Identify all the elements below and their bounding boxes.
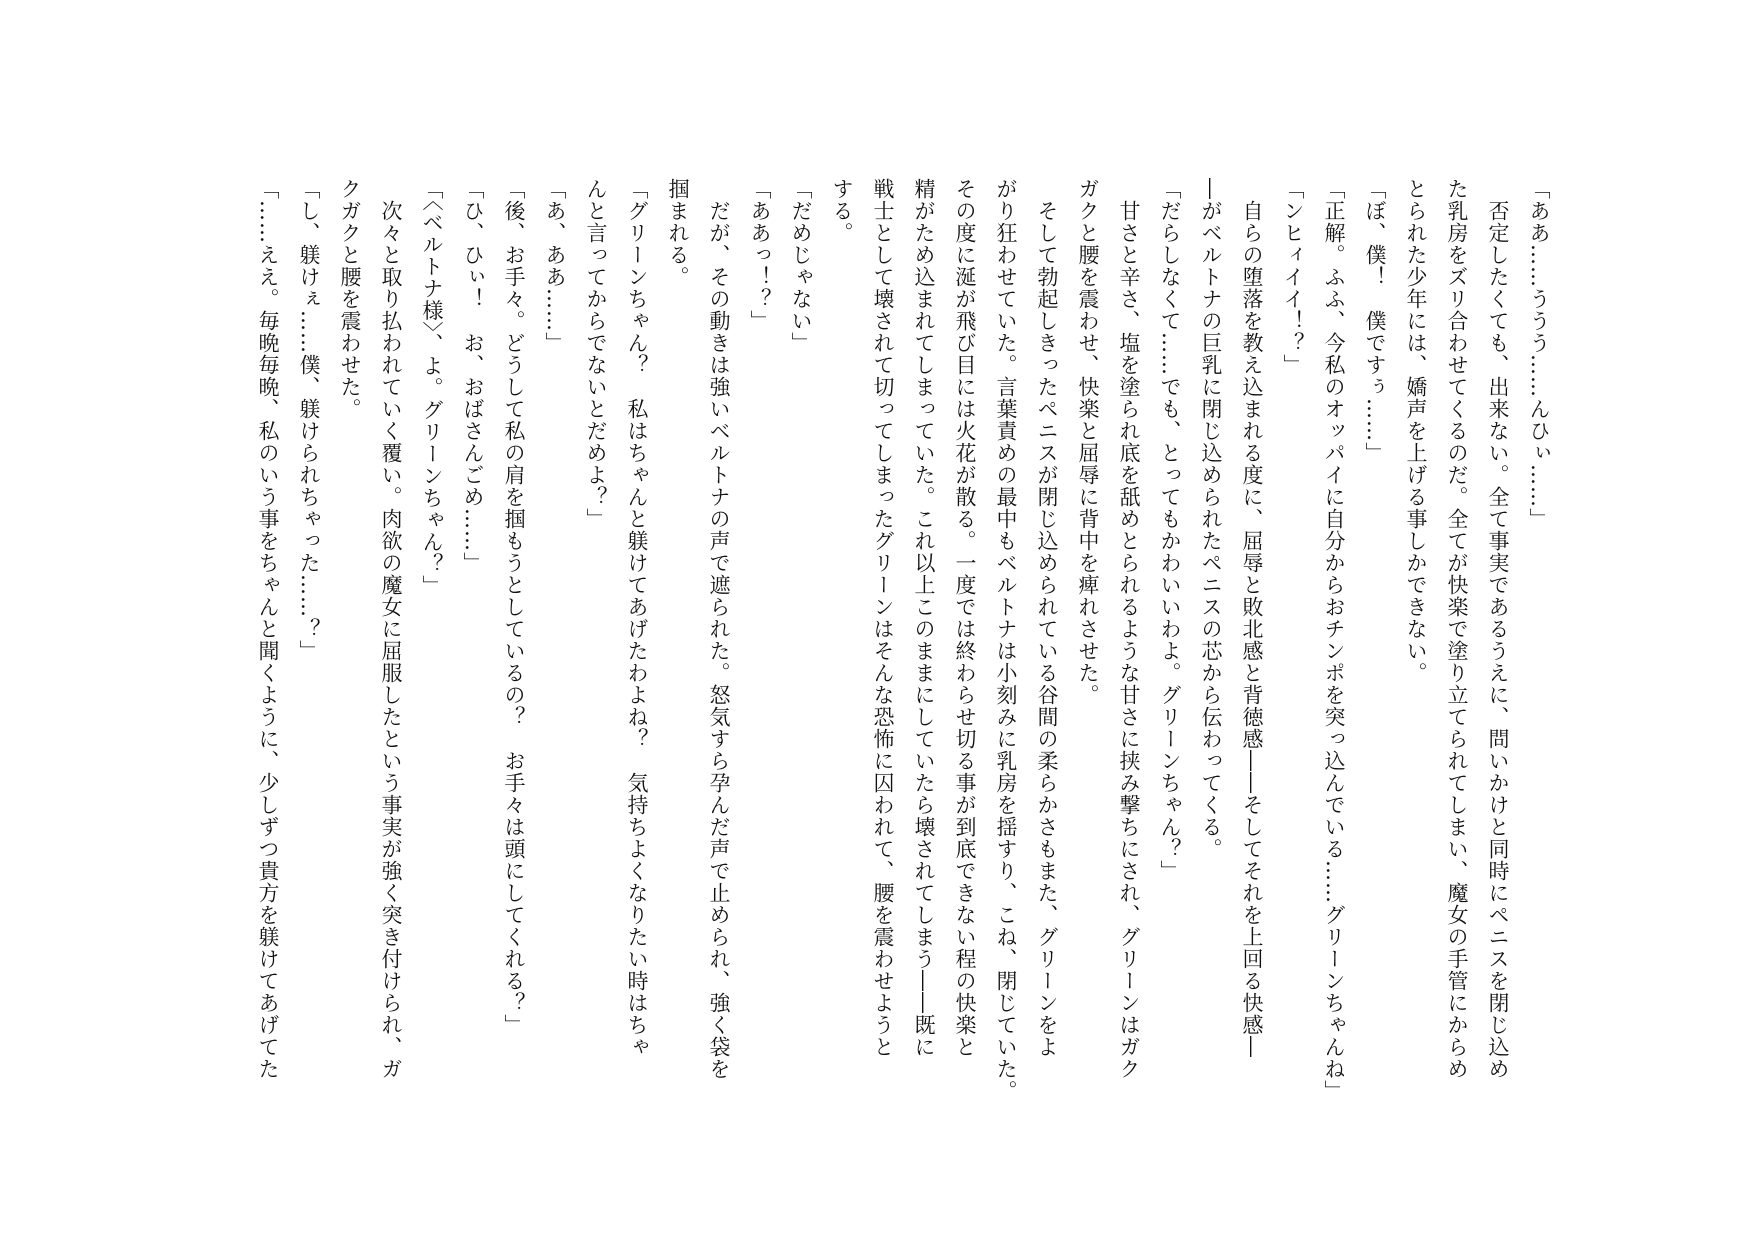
text-line: クガクと腰を震わせた。	[338, 178, 362, 420]
text-line: ガクと腰を震わせ、快楽と屈辱に背中を痺れさせた。	[1076, 178, 1100, 706]
text-line: 戦士として壊されて切ってしまったグリーンはそんな恐怖に囚われて、腰を震わせようと	[871, 178, 895, 1058]
text-line: 「し、躾けぇ……僕、躾けられちゃった……？」	[297, 178, 321, 662]
text-line: た乳房をズリ合わせてくるのだ。全てが快楽で塗り立てられてしまい、魔女の手管にからめ	[1445, 178, 1469, 1080]
text-line: 「だめじゃない」	[789, 178, 813, 354]
text-line: 掴まれる。	[666, 178, 690, 288]
text-line: 甘さと辛さ、塩を塗られ底を舐めとられるような甘さに挟み撃ちにされ、グリーンはガク	[1117, 178, 1141, 1080]
text-line: 自らの堕落を教え込まれる度に、屈辱と敗北感と背徳感――そしてそれを上回る快感―	[1240, 178, 1264, 1058]
text-line: だが、その動きは強いベルトナの声で遮られた。怒気すら孕んだ声で止められ、強く袋を	[707, 178, 731, 1080]
text-line: 「ンヒィイイ！？」	[1281, 178, 1305, 376]
text-line: 「後、お手々。どうして私の肩を掴もうとしているの？ お手々は頭にしてくれる？」	[502, 178, 526, 1036]
text-line: 「ああ……ううう……んひぃ……」	[1527, 178, 1551, 530]
text-line: 「正解。ふふ、今私のオッパイに自分からおチンポを突っ込んでいる……グリーンちゃんね」	[1322, 178, 1346, 1102]
text-line: ―がベルトナの巨乳に閉じ込められたペニスの芯から伝わってくる。	[1199, 178, 1223, 860]
text-line: 「ぼ、僕！ 僕ですぅ……」	[1363, 178, 1387, 464]
text-line: 「あ、ああ……」	[543, 178, 567, 354]
text-line: 次々と取り払われていく覆い。肉欲の魔女に屈服したという事実が強く突き付けられ、ガ	[379, 178, 403, 1080]
text-line: する。	[830, 178, 854, 244]
text-line: がり狂わせていた。言葉責めの最中もベルトナは小刻みに乳房を揺すり、こね、閉じていた。	[994, 178, 1018, 1102]
text-line: 「だらしなくて……でも、とってもかわいいわよ。グリーンちゃん？」	[1158, 178, 1182, 882]
text-line: 「グリーンちゃん？ 私はちゃんと躾けてあげたわよね？ 気持ちよくなりたい時はちゃ	[625, 178, 649, 1058]
text-line: 「〈ベルトナ様〉、よ。グリーンちゃん？」	[420, 178, 444, 597]
text-line: 精がため込まれてしまっていた。これ以上このままにしていたら壊されてしまう――既に	[912, 178, 936, 1058]
text-line: その度に涎が飛び目には火花が散る。一度では終わらせ切る事が到底できない程の快楽と	[953, 178, 977, 1058]
text-line: そして勃起しきったペニスが閉じ込められている谷間の柔らかさもまた、グリーンをよ	[1035, 178, 1059, 1058]
text-line: 否定したくても、出来ない。全て事実であるうえに、問いかけと同時にペニスを閉じ込め	[1486, 178, 1510, 1080]
text-line: 「ひ、ひぃ！ お、おばさんごめ……」	[461, 178, 485, 574]
text-line: 「ああっ！？」	[748, 178, 772, 332]
text-line: んと言ってからでないとだめよ？」	[584, 178, 608, 530]
vertical-text-body	[189, 178, 1559, 1108]
text-line: とられた少年には、嬌声を上げる事しかできない。	[1404, 178, 1428, 684]
text-line: 「……ええ。毎晩毎晩、私のいう事をちゃんと聞くように、少しずつ貴方を躾けてあげてた	[256, 178, 280, 1080]
